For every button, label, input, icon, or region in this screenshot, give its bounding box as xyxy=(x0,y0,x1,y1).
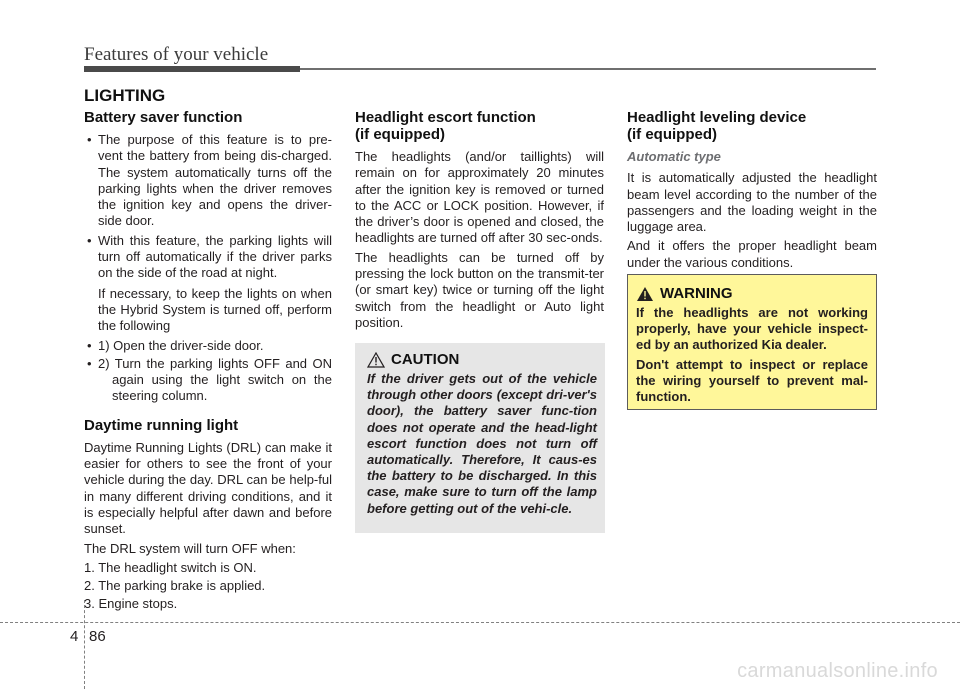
escort-heading xyxy=(355,109,604,143)
caution-box xyxy=(355,343,605,533)
caution-text: If the driver gets out of the vehicle through other doors (except dri-ver's door), the battery saver func-tion does not operate and the head-light escort function does not turn off automatically. Therefore, It caus-es the battery to be discharged. In this case, make sure to turn off the lamp before getting out of the vehi-cle. xyxy=(367,371,597,516)
column-right xyxy=(627,109,877,274)
column-left xyxy=(84,109,332,615)
leveling-para-1: It is automatically adjusted the headlight beam level according to the number of the passengers and the loading weight in the luggage area. xyxy=(627,170,877,235)
daytime-item-3: 3. Engine stops. xyxy=(84,596,178,612)
escort-heading-line-1: Headlight escort function xyxy=(355,109,536,126)
footer-rule xyxy=(0,622,960,623)
caution-header xyxy=(367,351,597,368)
escort-para-1: The headlights (and/or taillights) will remain on for approximately 20 minutes after the ignition key is removed or turned to the ACC or LOCK position. However, if the driver’s door is opened and closed, the headlights are turned off after 30 sec-onds. xyxy=(355,149,604,246)
leveling-para-2: And it offers the proper headlight beam under the various conditions. xyxy=(627,238,877,270)
header-rule-thick xyxy=(84,66,300,72)
header-rule xyxy=(84,66,876,72)
warning-title: WARNING xyxy=(660,285,733,302)
chapter-number: 4 xyxy=(70,628,79,645)
daytime-para-1: Daytime Running Lights (DRL) can make it easier for others to see the front of your vehicle during the day. DRL can be help-ful in many different driving conditions, and it is especially helpful after dawn and before sunset. xyxy=(84,439,332,537)
battery-saver-step-1: • 1) Open the driver-side door. xyxy=(98,338,332,354)
daytime-list xyxy=(84,560,332,613)
caution-title: CAUTION xyxy=(391,351,460,368)
escort-para-2: The headlights can be turned off by pressing the lock button on the transmit-ter (or smart key) twice or turning off the light switch from the headlight or Auto light position. xyxy=(355,249,604,330)
watermark: carmanualsonline.info xyxy=(737,660,938,682)
section-title: LIGHTING xyxy=(84,86,166,105)
battery-saver-heading: Battery saver function xyxy=(84,109,243,126)
battery-saver-bullet-2-text: With this feature, the parking lights will turn off automatically if the driver parks on the side of the road at night. xyxy=(98,232,332,281)
caution-triangle-icon xyxy=(367,352,385,368)
warning-para-1: If the headlights are not working properly, have your vehicle inspect-ed by an authorized Kia dealer. xyxy=(636,305,868,353)
battery-saver-bullet-1: • The purpose of this feature is to pre-vent the battery from being dis-charged. The system automatically turns off the parking lights when the driver removes the ignition key and opens the driver- side door. xyxy=(84,132,332,230)
battery-saver-step-2: • 2) Turn the parking lights OFF and ON again using the light switch on the steering column. xyxy=(98,356,332,405)
header-title: Features of your vehicle xyxy=(84,44,269,65)
warning-triangle-icon xyxy=(636,286,654,302)
warning-body xyxy=(636,305,868,405)
warning-header xyxy=(636,285,868,302)
leveling-heading-line-1: Headlight leveling device xyxy=(627,109,807,126)
warning-box xyxy=(627,274,877,410)
leveling-heading-line-2: (if equipped) xyxy=(627,126,717,143)
footer-divider xyxy=(84,600,85,689)
battery-saver-bullet-2-cont: If necessary, to keep the lights on when the Hybrid System is turned off, perform the following xyxy=(98,285,332,334)
leveling-heading xyxy=(627,109,877,143)
daytime-para-2: The DRL system will turn OFF when: xyxy=(84,540,296,556)
escort-heading-line-2: (if equipped) xyxy=(355,126,445,143)
battery-saver-steps xyxy=(98,338,332,405)
header-rule-thin xyxy=(300,68,876,70)
leveling-subtitle: Automatic type xyxy=(627,149,721,164)
page-number: 86 xyxy=(89,628,106,645)
daytime-item-1: 1. The headlight switch is ON. xyxy=(84,559,257,575)
battery-saver-bullet-2 xyxy=(84,233,332,405)
daytime-heading: Daytime running light xyxy=(84,416,239,434)
warning-para-2: Don't attempt to inspect or replace the wiring yourself to prevent mal-function. xyxy=(636,356,868,405)
battery-saver-list xyxy=(84,132,332,405)
column-middle xyxy=(355,109,604,334)
daytime-item-2: 2. The parking brake is applied. xyxy=(84,578,266,594)
